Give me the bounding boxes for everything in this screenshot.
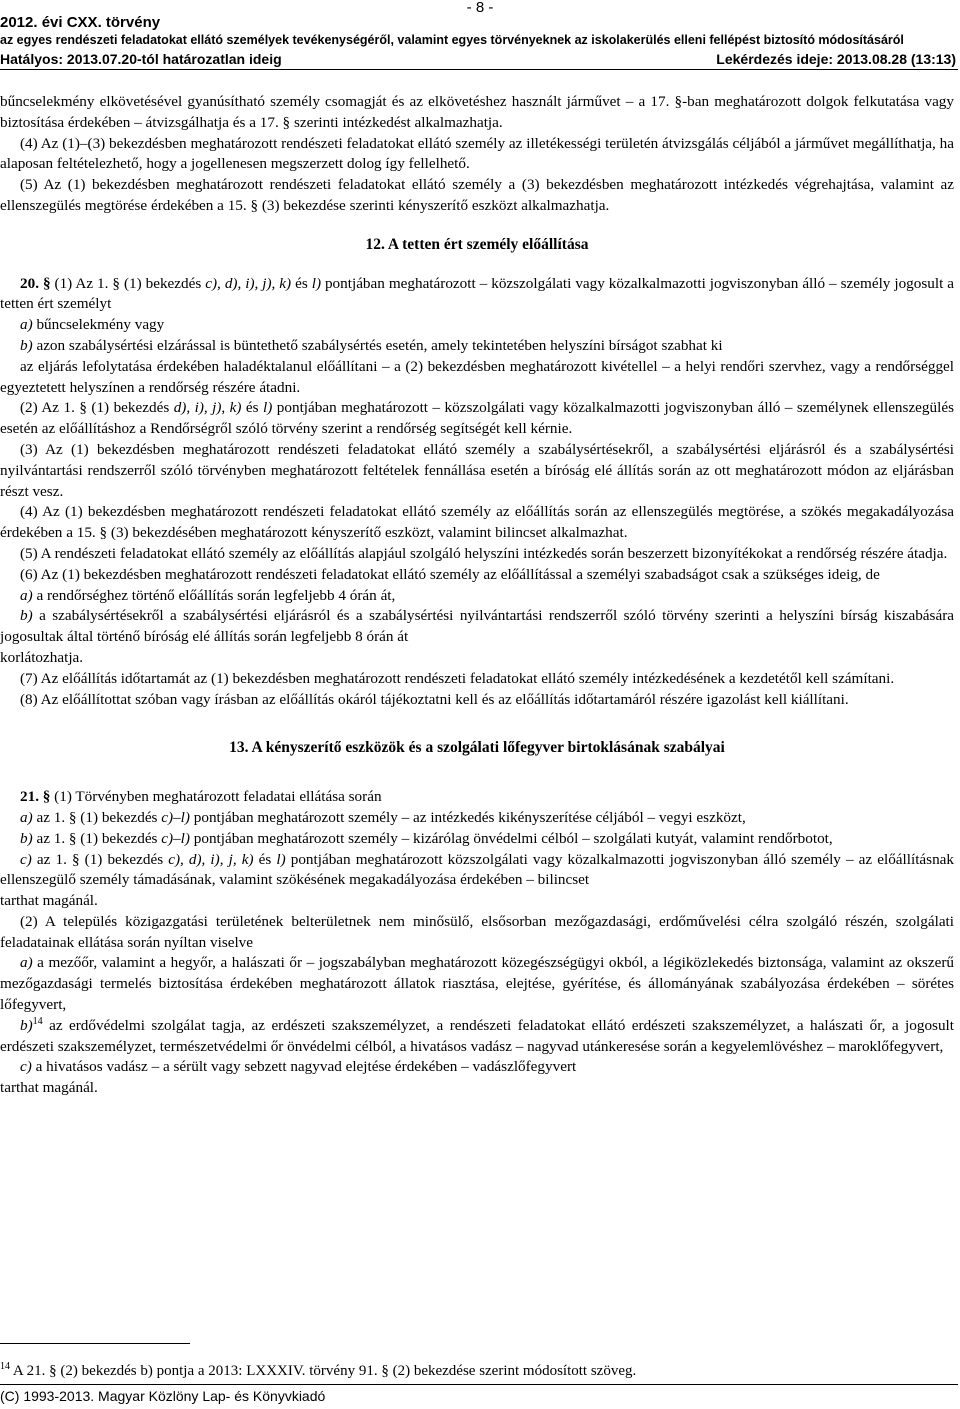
- point-refs: d), i), j), k): [173, 399, 242, 417]
- list-item: [0, 1057, 954, 1078]
- list-marker: a): [20, 316, 33, 334]
- section-heading-13: 13. A kényszerítő eszközök és a szolgálati lőfegyver birtoklásának szabályai: [229, 739, 725, 757]
- text: az 1. § (1) bekezdés: [32, 829, 162, 847]
- footer-divider: [0, 1384, 958, 1385]
- query-time-label: Lekérdezés ideje: 2013.08.28 (13:13): [716, 51, 956, 67]
- paragraph: (5) Az (1) bekezdésben meghatározott rendészeti feladatokat ellátó személy a (3) bekezdésben meghatározott intézkedés végrehajtása, valamint az ellenszegülés megtörése érdekében a 15. § (3) bekezdése szerinti kényszerítő eszközt alkalmazhatja.: [0, 176, 954, 214]
- text: pontjában meghatározott – közszolgálati vagy közalkalmazotti jogviszonyban álló – személynek ellenszegülés esetén az előállításhoz a Rendőrségről szóló törvény szerint a rendőrség segítségét kell kérnie.: [0, 399, 954, 438]
- list-marker: c): [20, 850, 32, 868]
- list-item: [0, 586, 954, 607]
- point-ref: l): [276, 850, 286, 868]
- document-subtitle: az egyes rendészeti feladatokat ellátó személyek tevékenységéről, valamint egyes törvényeknek az iskolakerülés elleni fellépést biztosító módosításáról: [0, 33, 904, 47]
- paragraph: (4) Az (1)–(3) bekezdésben meghatározott rendészeti feladatokat ellátó személy az illetékességi területén átvizsgálás céljából a járművet megállíthatja, ha alaposan feltételezhető, hogy a jogellenesen megszerzett dolog így fellelhető.: [0, 134, 954, 173]
- text: pontjában meghatározott közszolgálati vagy közalkalmazotti jogviszonyban álló személy – az előállításnak ellenszegülő személy támadásának, valamint szökésének megakadályozása érdekében – bilincset: [0, 850, 954, 889]
- text: és: [253, 850, 277, 868]
- list-item: [0, 850, 954, 892]
- copyright-notice: (C) 1993-2013. Magyar Közlöny Lap- és Könyvkiadó: [0, 1388, 326, 1404]
- list-item: [0, 1016, 954, 1058]
- text: (1) Az 1. § (1) bekezdés: [54, 274, 206, 292]
- list-marker: a): [20, 586, 33, 604]
- paragraph: (2) A település közigazgatási területének belterületnek nem minősülő, elsősorban mezőgazdasági, erdőművelési célra szolgáló részén, szolgálati feladatainak ellátása során nyíltan viselve: [0, 912, 954, 951]
- document-body: [0, 92, 954, 1099]
- list-marker: c): [20, 1058, 32, 1076]
- point-refs: c), d), i), j, k): [168, 850, 254, 868]
- section-heading-12: 12. A tetten ért személy előállítása: [365, 235, 589, 253]
- point-ref: l): [263, 399, 273, 417]
- section-20-paragraph-1: [0, 274, 954, 316]
- list-marker: b): [20, 607, 33, 625]
- text: és: [241, 399, 264, 417]
- text: a hivatásos vadász – a sérült vagy sebzett nagyvad elejtése érdekében – vadászlőfegyvert: [31, 1058, 577, 1076]
- paragraph: korlátozhatja.: [0, 648, 84, 666]
- list-marker: a): [20, 954, 33, 972]
- section-21-paragraph-1: [0, 787, 954, 808]
- list-item: [0, 336, 954, 357]
- text: az 1. § (1) bekezdés: [32, 808, 162, 826]
- paragraph: (7) Az előállítás időtartamát az (1) bekezdésben meghatározott rendészeti feladatokat ellátó személy intézkedésének a kezdetétől kell számítani.: [20, 669, 895, 687]
- list-item: [0, 953, 954, 1015]
- text: a szabálysértésekről a szabálysértési eljárásról és a szabálysértési nyilvántartási rendszerről szóló törvény szerinti a helyszíni bírság kiszabására jogosultak által történő bíróság elé állítás során legfeljebb 8 órán át: [0, 607, 954, 646]
- paragraph: (3) Az (1) bekezdésben meghatározott rendészeti feladatokat ellátó személy a szabálysértésekről, a szabálysértési eljárásról és a szabálysértési nyilvántartási rendszerről szóló törvényben meghatározott feltételek fennállása esetén a bíróság elé állítás során az ott meghatározott módon az eljárásban részt vesz.: [0, 440, 954, 500]
- list-item: [0, 606, 954, 648]
- paragraph: (5) A rendészeti feladatokat ellátó személy az előállítás alapjául szolgáló helyszíni intézkedés során beszerzett bizonyítékokat a rendőrség részére átadja.: [20, 544, 948, 562]
- paragraph: bűncselekmény elkövetésével gyanúsítható személy csomagját és az elkövetéshez használt járművet – a 17. §-ban meghatározott dolgok felkutatása vagy biztosítása érdekében – átvizsgálhatja és a 17. § szerinti intézkedést alkalmazhatja.: [0, 93, 954, 131]
- footnote-number: 14: [0, 1361, 10, 1372]
- point-refs: c)–l): [161, 829, 190, 847]
- list-marker: b): [20, 336, 33, 354]
- paragraph: az eljárás lefolytatása érdekében haladéktalanul előállítani – a (2) bekezdésben meghatározott kivétellel – a helyi rendőri szervhez, vagy a rendőrséggel egyeztetett helyszínen a rendőrség részére átadni.: [0, 357, 954, 396]
- text: (2) Az 1. § (1) bekezdés: [20, 399, 174, 417]
- paragraph: tarthat magánál.: [0, 1079, 98, 1097]
- point-ref: l): [311, 274, 321, 292]
- header-meta: [0, 51, 960, 69]
- footnote-divider: [0, 1343, 190, 1344]
- text: azon szabálysértési elzárással is büntethető szabálysértés esetén, amely tekintetében helyszíni bírságot szabhat ki: [32, 336, 723, 354]
- point-refs: c)–l): [161, 808, 190, 826]
- text: az erdővédelmi szolgálat tagja, az erdészeti szakszemélyzet, a rendészeti feladatokat ellátó erdészeti szakszemélyzet, a halászati őr, a jogosult erdészeti szakszemélyzet, természetvédelmi őr önvédelmi célból, a hivatásos vadász – nagyvad utánkeresése során a kegyelemlövéshez – maroklőfegyvert,: [0, 1016, 954, 1055]
- section-number: 21. §: [20, 788, 51, 806]
- list-item: [0, 808, 954, 829]
- paragraph: (4) Az (1) bekezdésben meghatározott rendészeti feladatokat ellátó személy az előállítás során az ellenszegülés megtörése, a szökés megakadályozása érdekében a 15. § (3) bekezdésében meghatározott kényszerítő eszközt, valamint bilincset alkalmazhat.: [0, 503, 954, 542]
- header-divider: [0, 69, 958, 70]
- list-item: [0, 315, 954, 336]
- point-refs: c), d), i), j), k): [205, 274, 292, 292]
- text: pontjában meghatározott – közszolgálati vagy közalkalmazotti jogviszonyban álló – személy jogosult a tetten ért személyt: [0, 274, 954, 313]
- section-20-paragraph-2: [0, 398, 954, 440]
- text: a rendőrséghez történő előállítás során legfeljebb 4 órán át,: [32, 586, 396, 604]
- list-marker: a): [20, 808, 33, 826]
- document-title: 2012. évi CXX. törvény: [0, 14, 161, 31]
- footnote-text: A 21. § (2) bekezdés b) pontja a 2013: LXXXIV. törvény 91. § (2) bekezdése szerint módosított szöveg.: [10, 1363, 637, 1379]
- footnote-ref[interactable]: 14: [32, 1015, 43, 1027]
- text: pontjában meghatározott személy – kizárólag önvédelmi célból – szolgálati kutyát, valamint rendőrbotot,: [189, 829, 833, 847]
- paragraph: (8) Az előállítottat szóban vagy írásban az előállítás okáról tájékoztatni kell és az előállítás időtartamáról részére igazolást kell kiállítani.: [20, 690, 849, 708]
- text: a mezőőr, valamint a hegyőr, a halászati őr – jogszabályban meghatározott közegészségügyi okból, a légiközlekedés biztonsága, valamint az okszerű mezőgazdasági termelés biztosítása érdekében meghatározott állatok riasztása, elejtése, gyérítése, és állományának szabályozása érdekében – sörétes lőfegyvert,: [0, 954, 954, 1014]
- text: bűncselekmény vagy: [32, 316, 165, 334]
- section-number: 20. §: [20, 274, 51, 292]
- list-marker: b): [20, 829, 33, 847]
- list-item: [0, 829, 954, 850]
- text: az 1. § (1) bekezdés: [31, 850, 169, 868]
- text: pontjában meghatározott személy – az intézkedés kikényszerítése céljából – vegyi eszközt,: [189, 808, 746, 826]
- paragraph: (6) Az (1) bekezdésben meghatározott rendészeti feladatokat ellátó személy az előállítással a személyi szabadságot csak a szükséges ideig, de: [20, 565, 880, 583]
- footnote: [0, 1362, 954, 1380]
- page-number: - 8 -: [466, 0, 494, 16]
- text: (1) Törvényben meghatározott feladatai ellátása során: [50, 788, 382, 806]
- text: és: [291, 274, 312, 292]
- list-marker: b): [20, 1016, 33, 1034]
- in-force-label: Hatályos: 2013.07.20-tól határozatlan ideig: [0, 51, 282, 67]
- paragraph: tarthat magánál.: [0, 892, 98, 910]
